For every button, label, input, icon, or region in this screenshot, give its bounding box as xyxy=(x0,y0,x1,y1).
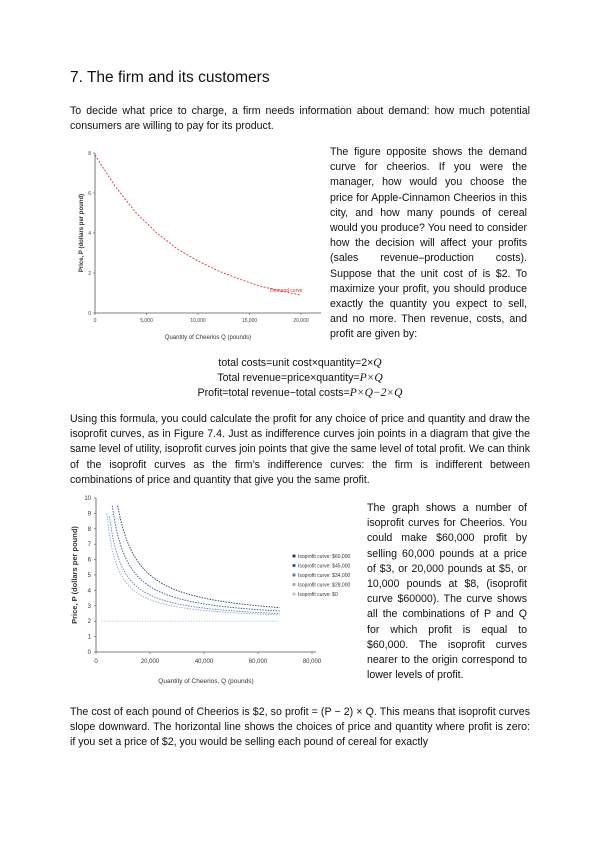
section-heading: 7. The firm and its customers xyxy=(70,69,270,86)
y-tick-label: 6 xyxy=(88,191,91,197)
isoprofit-chart xyxy=(66,490,366,690)
isoprofit-line xyxy=(110,516,280,613)
y-tick-label: 2 xyxy=(87,619,91,626)
y-tick-label: 9 xyxy=(87,511,91,518)
legend-entry: Isoprofit curve: $34,000 xyxy=(298,573,351,579)
x-tick-label: 40,000 xyxy=(194,659,214,665)
demand-curve-chart xyxy=(75,145,325,345)
demand-description: The figure opposite shows the demand curve for cheerios. If you were the manager, how would you choose the price for Apple-Cinnamon Cheerios in this city, and how many pounds of cereal would you produce? You need to consider how the decision will affect your profits (sales revenue–production costs). Suppose that the unit cost of is $2. To maximize your profit, you should produce exactly the quantity you expect to sell, and no more. Then revenue, costs, and profit are given by: xyxy=(330,146,527,341)
formula-total-revenue: Total revenue=price×quantity=P×Q xyxy=(217,372,383,385)
y-tick-label: 0 xyxy=(87,650,91,656)
y-tick-label: 1 xyxy=(87,634,91,641)
closing-paragraph: The cost of each pound of Cheerios is $2, so profit = (P − 2) × Q. This means that isoprofit curves slope downward. The horizontal line shows the choices of price and quantity where profit is zero: if you set a price of $2, you would be selling each pound of cereal for exactly xyxy=(70,706,530,749)
x-tick-label: 15,000 xyxy=(241,318,258,324)
y-tick-label: 10 xyxy=(84,496,91,502)
formula-profit: Profit=total revenue−total costs=P×Q−2×Q xyxy=(197,387,403,400)
y-tick-label: 3 xyxy=(87,603,91,610)
isoprofit-line xyxy=(107,513,280,614)
legend-entry: Isoprofit curve: $45,000 xyxy=(298,563,351,570)
x-tick-label: 60,000 xyxy=(248,659,268,665)
y-tick-label: 6 xyxy=(87,557,91,564)
isoprofit-line xyxy=(118,506,280,608)
y-tick-label: 0 xyxy=(88,311,91,317)
legend-marker xyxy=(292,583,295,586)
demand-line xyxy=(95,155,301,295)
y-axis-label: Price, P (dollars per pound) xyxy=(79,193,85,273)
y-tick-label: 2 xyxy=(88,271,91,277)
legend-entry: Isoprofit curve: $0 xyxy=(298,592,338,598)
y-tick-label: 5 xyxy=(87,573,91,579)
isoprofit-intro-paragraph: Using this formula, you could calculate the profit for any choice of price and quantity and draw the isoprofit curves, as in Figure 7.4. Just as indifference curves join points in a diagram that give the same level of utility, isoprofit curves join points that give the same level of total profit. We can think of the isoprofit curves as the firm’s indifference curves: the firm is indifferent between combinations of price and quantity that give you the same profit. xyxy=(70,413,530,486)
y-tick-label: 4 xyxy=(88,231,91,237)
x-tick-label: 0 xyxy=(94,659,98,665)
x-tick-label: 20,000 xyxy=(293,318,309,324)
legend-marker xyxy=(292,564,295,567)
legend-entry: Isoprofit curve: $60,000 xyxy=(298,554,351,560)
y-tick-label: 4 xyxy=(87,588,91,595)
x-axis-label: Quantity of Cheerios, Q (pounds) xyxy=(158,678,254,685)
formulas-block xyxy=(150,356,450,402)
legend-entry: Isoprofit curve: $28,000 xyxy=(298,582,351,589)
x-tick-label: 5,000 xyxy=(140,318,153,324)
y-tick-label: 7 xyxy=(87,542,91,549)
legend-marker xyxy=(292,573,295,576)
formula-total-costs: total costs=unit cost×quantity=2×Q xyxy=(218,357,382,369)
x-tick-label: 80,000 xyxy=(302,659,322,665)
legend-marker xyxy=(292,554,295,557)
demand-series-label: Demand curve xyxy=(270,288,303,294)
isoprofit-description: The graph shows a number of isoprofit curves for Cheerios. You could make $60,000 profit by selling 60,000 pounds at a price of $3, or 20,000 pounds at $5, or 10,000 pounds at $8, (isoprofit curve $60000). The curve shows all the combinations of P and Q for which profit is equal to $60,000. The isoprofit curves nearer to the origin correspond to lower levels of profit. xyxy=(367,502,527,682)
x-tick-label: 0 xyxy=(93,318,97,324)
y-axis-label: Price, P (dollars per pound) xyxy=(70,526,79,624)
x-tick-label: 10,000 xyxy=(190,318,206,324)
y-tick-label: 8 xyxy=(88,151,91,157)
legend-marker xyxy=(292,592,295,595)
x-axis-label: Quantity of Cheerios Q (pounds) xyxy=(164,335,252,341)
intro-paragraph: To decide what price to charge, a firm needs information about demand: how much potential consumers are willing to pay for its product. xyxy=(70,105,530,133)
isoprofit-line xyxy=(112,506,279,611)
x-tick-label: 20,000 xyxy=(140,659,160,665)
y-tick-label: 8 xyxy=(87,526,91,533)
